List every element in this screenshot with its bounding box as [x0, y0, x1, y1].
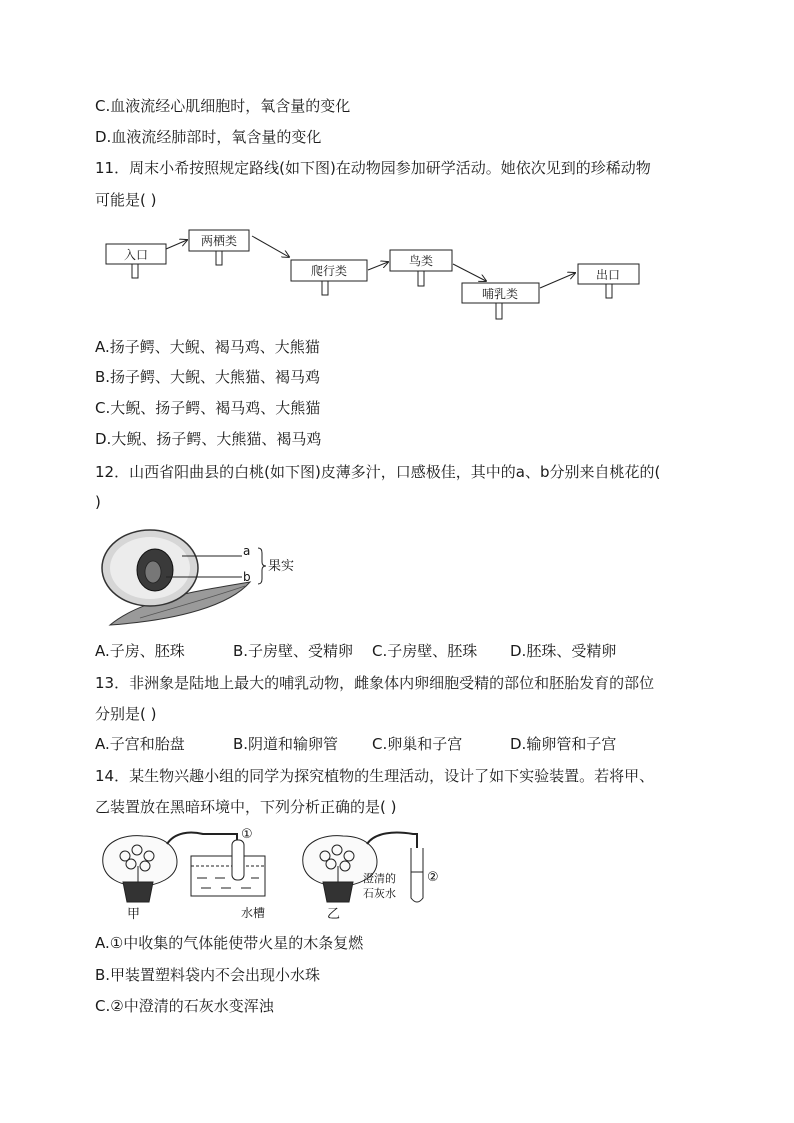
flower-pot-jia: [123, 882, 153, 902]
route-arrow: [368, 262, 388, 270]
q13-option-b: B.阴道和输卵管: [233, 735, 339, 753]
q12-stem-line2: ): [95, 493, 101, 511]
zoo-route-diagram: [0, 0, 794, 330]
label-fruit: 果实: [268, 559, 295, 574]
q11-stem-line2: 可能是( ): [95, 191, 157, 209]
brace: [258, 548, 266, 584]
q13-option-a: A.子宫和胎盘: [95, 735, 185, 753]
label-amphibians: 两栖类: [200, 234, 238, 248]
q13-options: [95, 734, 695, 754]
q14-option-b: B.甲装置塑料袋内不会出现小水珠: [95, 966, 321, 984]
q12-option-b: B.子房壁、受精卵: [233, 642, 354, 660]
q11-option-d: D.大鲵、扬子鳄、大熊猫、褐马鸡: [95, 430, 322, 448]
label-entrance: 入口: [123, 248, 149, 262]
q11-option-a: A.扬子鳄、大鲵、褐马鸡、大熊猫: [95, 338, 320, 356]
peach-figure: [100, 520, 300, 630]
experiment-apparatus: [95, 826, 455, 926]
label-birds: 鸟类: [408, 254, 434, 268]
label-reptiles: 爬行类: [310, 264, 348, 278]
q14-stem-line2: 乙装置放在黑暗环境中，下列分析正确的是( ): [95, 798, 397, 816]
q14-option-a: A.①中收集的气体能使带火星的木条复燃: [95, 934, 364, 952]
q14-option-c: C.②中澄清的石灰水变浑浊: [95, 997, 274, 1015]
q14-stem-line1: 14．某生物兴趣小组的同学为探究植物的生理活动，设计了如下实验装置。若将甲、: [95, 767, 655, 785]
q11-option-b: B.扬子鳄、大鲵、大熊猫、褐马鸡: [95, 368, 321, 386]
q12-option-a: A.子房、胚珠: [95, 642, 185, 660]
label-limewater-2: 石灰水: [363, 887, 396, 900]
plastic-bag-jia: [103, 836, 177, 886]
label-mammals: 哺乳类: [481, 287, 519, 301]
label-limewater-1: 澄清的: [363, 872, 396, 885]
q12-option-d: D.胚珠、受精卵: [510, 642, 617, 660]
label-jia: 甲: [127, 907, 141, 922]
q11-stem-line1: 11．周末小希按照规定路线(如下图)在动物园参加研学活动。她依次见到的珍稀动物: [95, 159, 651, 177]
route-arrow: [166, 240, 187, 249]
marker-1: ①: [241, 827, 253, 842]
q12-option-c: C.子房壁、胚珠: [372, 642, 478, 660]
q10-option-d: D.血液流经肺部时，氧含量的变化: [95, 128, 322, 146]
q12-options: [95, 641, 695, 661]
label-yi: 乙: [327, 907, 341, 922]
q11-option-c: C.大鲵、扬子鳄、褐马鸡、大熊猫: [95, 399, 321, 417]
marker-2: ②: [427, 870, 439, 885]
q13-option-c: C.卵巢和子宫: [372, 735, 463, 753]
flower-pot-yi: [323, 882, 353, 902]
peach-seed: [145, 561, 161, 583]
label-a: a: [243, 544, 251, 558]
label-water-trough: 水槽: [241, 906, 266, 920]
test-tube: [411, 848, 423, 902]
q13-option-d: D.输卵管和子宫: [510, 735, 617, 753]
q10-option-c: C.血液流经心肌细胞时，氧含量的变化: [95, 97, 351, 115]
label-b: b: [243, 570, 251, 584]
label-exit: 出口: [595, 268, 621, 282]
q13-stem-line1: 13．非洲象是陆地上最大的哺乳动物，雌象体内卵细胞受精的部位和胚胎发育的部位: [95, 674, 655, 692]
route-arrow: [453, 264, 486, 281]
water-trough: [191, 856, 265, 896]
route-arrow: [252, 236, 289, 257]
q12-stem-line1: 12．山西省阳曲县的白桃(如下图)皮薄多汁，口感极佳，其中的a、b分别来自桃花的(: [95, 463, 661, 481]
collection-tube: [232, 840, 244, 880]
q13-stem-line2: 分别是( ): [95, 705, 157, 723]
route-arrow: [540, 273, 575, 288]
